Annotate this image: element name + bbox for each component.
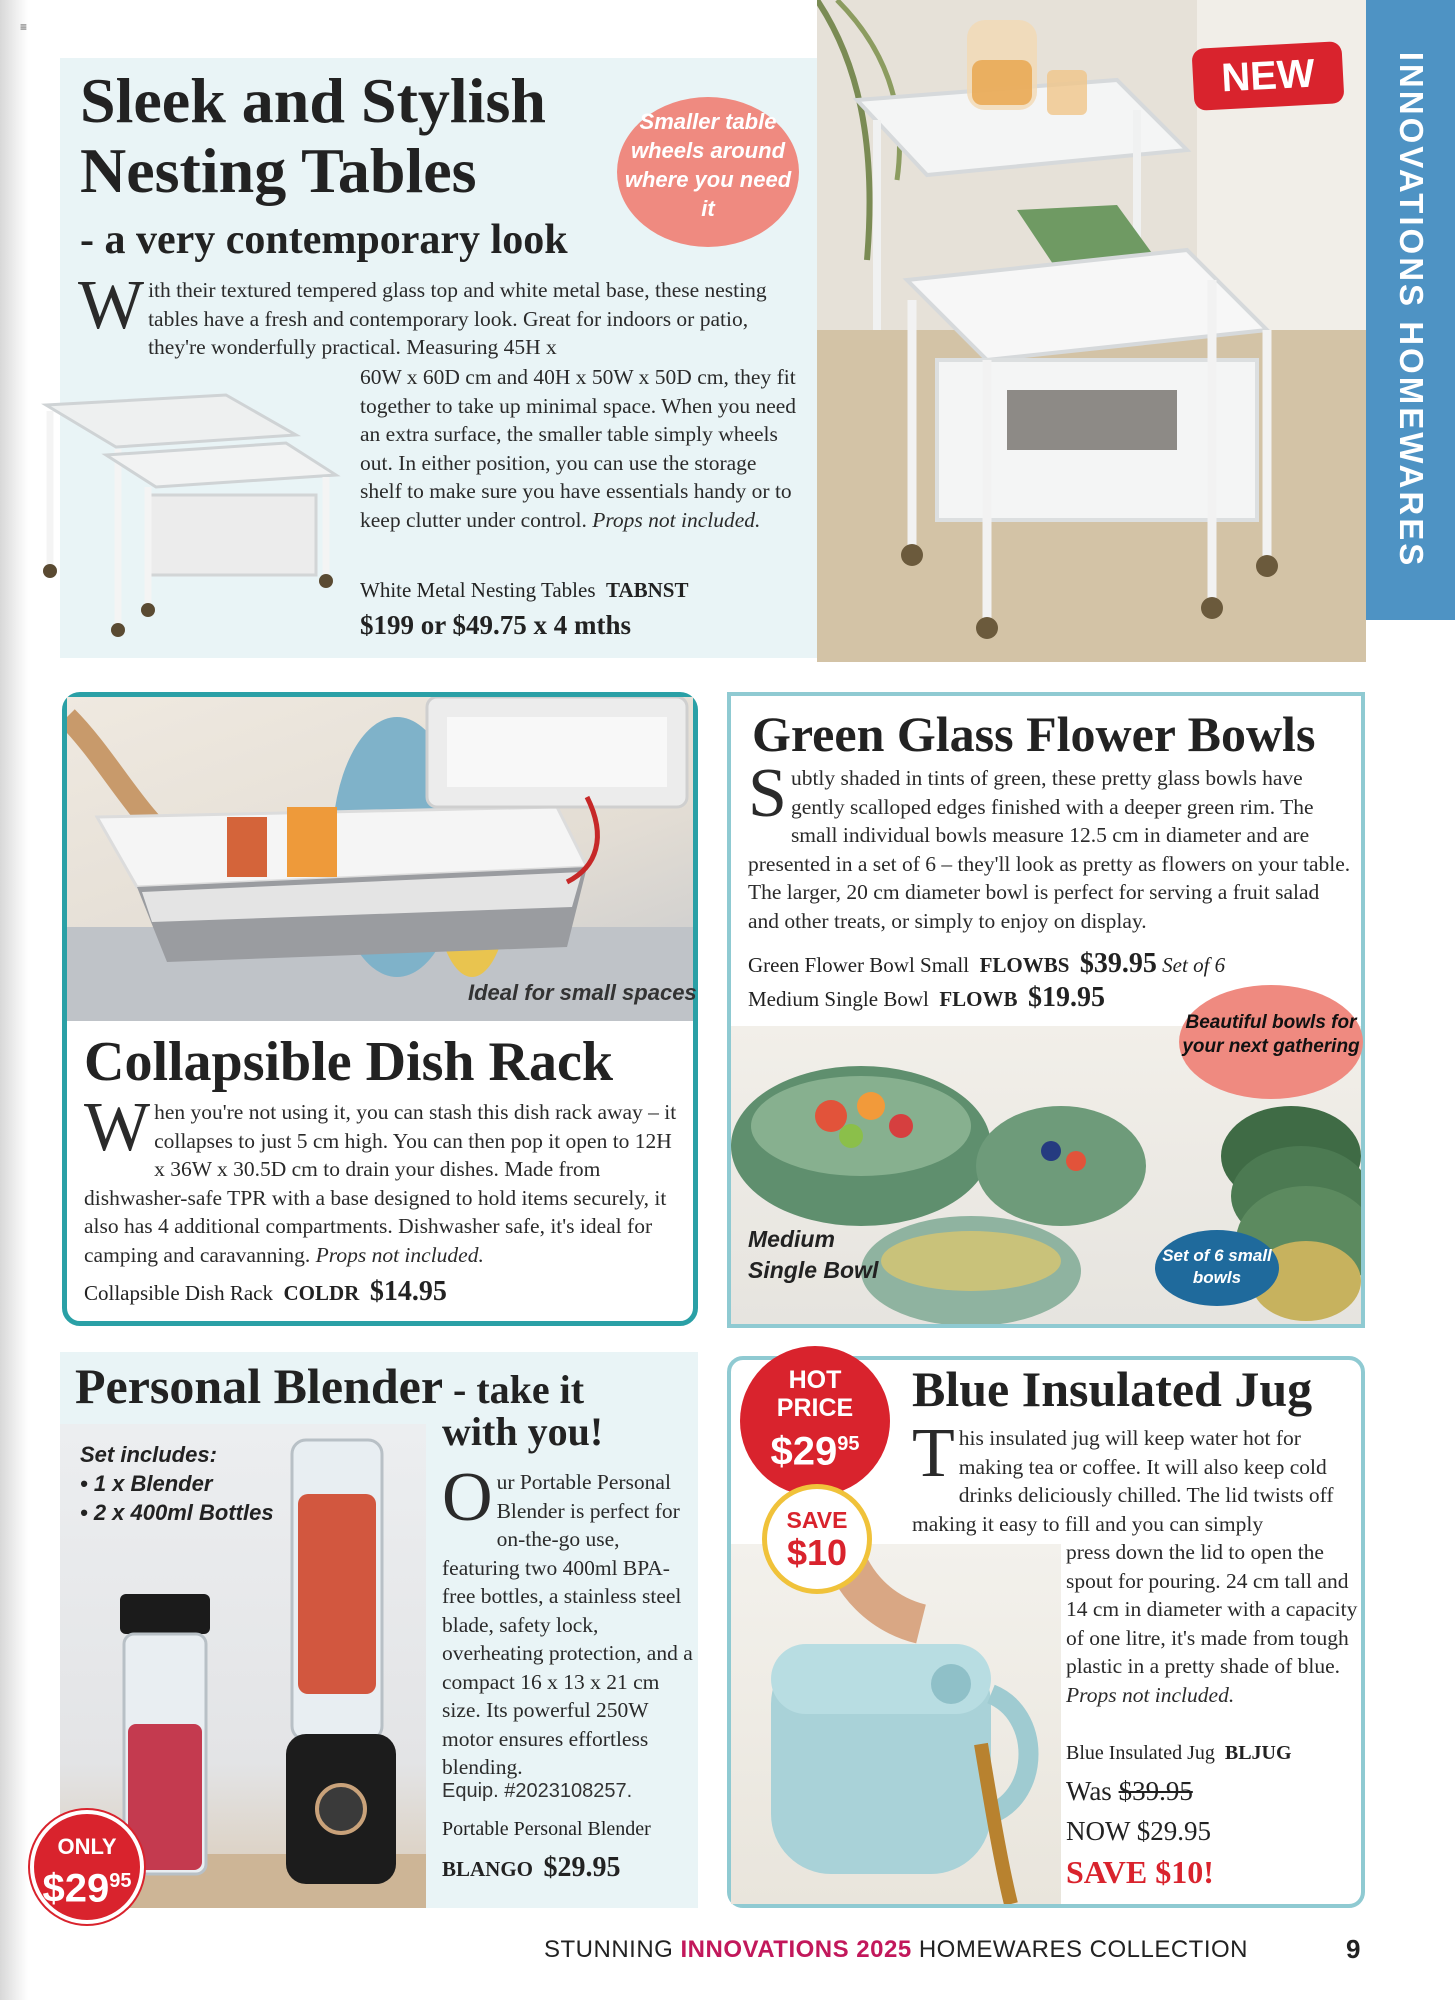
dish-rack-title: Collapsible Dish Rack bbox=[84, 1031, 613, 1093]
blender-price: $29.95 bbox=[543, 1852, 621, 1883]
flower-bowls-medium-product-line: Medium Single Bowl FLOWB $19.95 bbox=[748, 982, 1106, 1013]
dropcap: W bbox=[78, 267, 145, 344]
insulated-jug-title: Blue Insulated Jug bbox=[912, 1361, 1313, 1417]
dish-rack-photo-caption: Ideal for small spaces bbox=[468, 980, 697, 1005]
insulated-jug-save-amount: SAVE $10! bbox=[1066, 1854, 1214, 1890]
insulated-jug-was-price: Was $39.95 bbox=[1066, 1776, 1193, 1806]
only-price-badge: ONLY $\$29^{95}$ bbox=[30, 1810, 144, 1924]
props-note: Props not included. bbox=[315, 1242, 484, 1267]
medium-bowl-caption: Medium Single Bowl bbox=[748, 1226, 879, 1283]
product-code: TABNST bbox=[606, 578, 689, 602]
blender-description: Our Portable Personal Blender is perfect for on-the-go use, featuring two 400ml BPA-free bottles, a stainless steel blade, safety lock, overheating protection, and a compact 16 x 13 x 21 cm size. Its powerful 250W motor ensures effortless blending. bbox=[442, 1459, 693, 1779]
dropcap: W bbox=[84, 1089, 151, 1166]
nesting-tables-product-photo bbox=[36, 385, 346, 645]
blender-product-name: Portable Personal Blender bbox=[442, 1818, 651, 1840]
dish-rack-product-line: Collapsible Dish Rack COLDR $14.95 bbox=[84, 1276, 447, 1307]
hot-price-badge: HOT PRICE $\$29^{95}$ bbox=[740, 1346, 890, 1496]
product-code: COLDR bbox=[283, 1281, 360, 1305]
set-of-six-bubble: Set of 6 small bowls bbox=[1155, 1230, 1279, 1306]
dish-rack-description: When you're not using it, you can stash this dish rack away – it collapses to just 5 cm high. You can then pop it open to 12H x 36W x 30.5D cm to drain your dishes. Made from dishwasher-safe TPR with a base designed to hold items securely, it also has 4 additional compartments. Dishwasher safe, it's ideal for camping and caravanning. Props not included. bbox=[84, 1089, 677, 1267]
dish-rack-price: $14.95 bbox=[369, 1276, 447, 1307]
blender-product-line bbox=[442, 1852, 621, 1884]
page-number: 9 bbox=[1346, 1934, 1361, 1964]
insulated-jug-product-line: Blue Insulated Jug BLJUG bbox=[1066, 1742, 1292, 1764]
insulated-jug-now-price: NOW $29.95 bbox=[1066, 1816, 1211, 1846]
nesting-tables-price: $199 or $49.75 x 4 mths bbox=[360, 610, 632, 640]
section-side-tab bbox=[1366, 0, 1455, 620]
blender-title: Personal Blender - take it bbox=[75, 1358, 585, 1414]
nesting-tables-product-line: White Metal Nesting Tables TABNST bbox=[360, 578, 689, 602]
set-note: Set of 6 bbox=[1162, 953, 1226, 977]
blender-title-line2: with you! bbox=[442, 1409, 604, 1454]
page-binding-shadow bbox=[0, 0, 28, 2000]
props-note: Props not included. bbox=[1066, 1682, 1235, 1707]
catalogue-footer: STUNNING INNOVATIONS 2025 HOMEWARES COLLECTION bbox=[544, 1936, 1248, 1963]
new-badge: NEW bbox=[1191, 41, 1344, 111]
price: $39.95 bbox=[1079, 948, 1157, 979]
dropcap: T bbox=[912, 1415, 955, 1492]
product-code: FLOWBS bbox=[979, 953, 1070, 977]
product-code: BLJUG bbox=[1224, 1742, 1292, 1764]
props-note: Props not included. bbox=[592, 507, 761, 532]
menu-icon: ≡ bbox=[20, 20, 28, 34]
flower-bowls-title: Green Glass Flower Bowls bbox=[752, 706, 1316, 762]
blender-set-includes: Set includes: • 1 x Blender • 2 x 400ml Bottles bbox=[80, 1442, 274, 1525]
price: $19.95 bbox=[1028, 982, 1106, 1013]
wheels-callout-bubble: Smaller table wheels around where you need it bbox=[617, 97, 799, 247]
save-badge: SAVE $10 bbox=[762, 1484, 872, 1594]
dropcap: O bbox=[442, 1459, 493, 1536]
insulated-jug-photo bbox=[731, 1544, 1061, 1904]
nesting-tables-description-part1: With their textured tempered glass top and white metal base, these nesting tables have a fresh and contemporary look. Great for indoors or patio, they're wonderfully practical. Measuring 45H x bbox=[78, 267, 767, 359]
dish-rack-photo bbox=[67, 697, 693, 1021]
nesting-tables-description-part2: 60W x 60D cm and 40H x 50W x 50D cm, they fit together to take up minimal space. When you need an extra surface, the smaller table simply wheels out. In either position, you can use the storage shelf to make sure you have essentials handy or to keep clutter under control. Props not included. bbox=[360, 365, 797, 532]
blender-equipment-number: Equip. #2023108257. bbox=[442, 1780, 633, 1802]
side-tab-label: INNOVATIONS HOMEWARES bbox=[1392, 51, 1430, 569]
nesting-tables-subtitle: - a very contemporary look bbox=[80, 217, 568, 263]
gathering-callout-bubble: Beautiful bowls for your next gathering bbox=[1179, 985, 1363, 1099]
insulated-jug-description-part1: This insulated jug will keep water hot for making tea or coffee. It will also keep cold drinks deliciously chilled. The lid twists off making it easy to fill and you can simply bbox=[912, 1415, 1334, 1536]
dropcap: S bbox=[748, 755, 787, 832]
flower-bowls-description: Subtly shaded in tints of green, these pretty glass bowls have gently scalloped edges finished with a deeper green rim. The small individual bowls measure 12.5 cm in diameter and are presented in a set of 6 – they'll look as pretty as flowers on your table. The larger, 20 cm diameter bowl is perfect for serving a fruit salad and other treats, or simply to enjoy on display. bbox=[748, 755, 1351, 933]
nesting-tables-title: Sleek and Stylish Nesting Tables bbox=[80, 65, 546, 206]
product-code: FLOWB bbox=[939, 987, 1018, 1011]
product-code: BLANGO bbox=[442, 1857, 534, 1881]
flower-bowls-small-product-line: Green Flower Bowl Small FLOWBS $39.95 Set of 6 bbox=[748, 948, 1226, 979]
insulated-jug-description-part2: press down the lid to open the spout for pouring. 24 cm tall and 14 cm in diameter with a capacity of one litre, it's made from tough plastic in a pretty shade of blue. Props not included. bbox=[1066, 1540, 1358, 1707]
